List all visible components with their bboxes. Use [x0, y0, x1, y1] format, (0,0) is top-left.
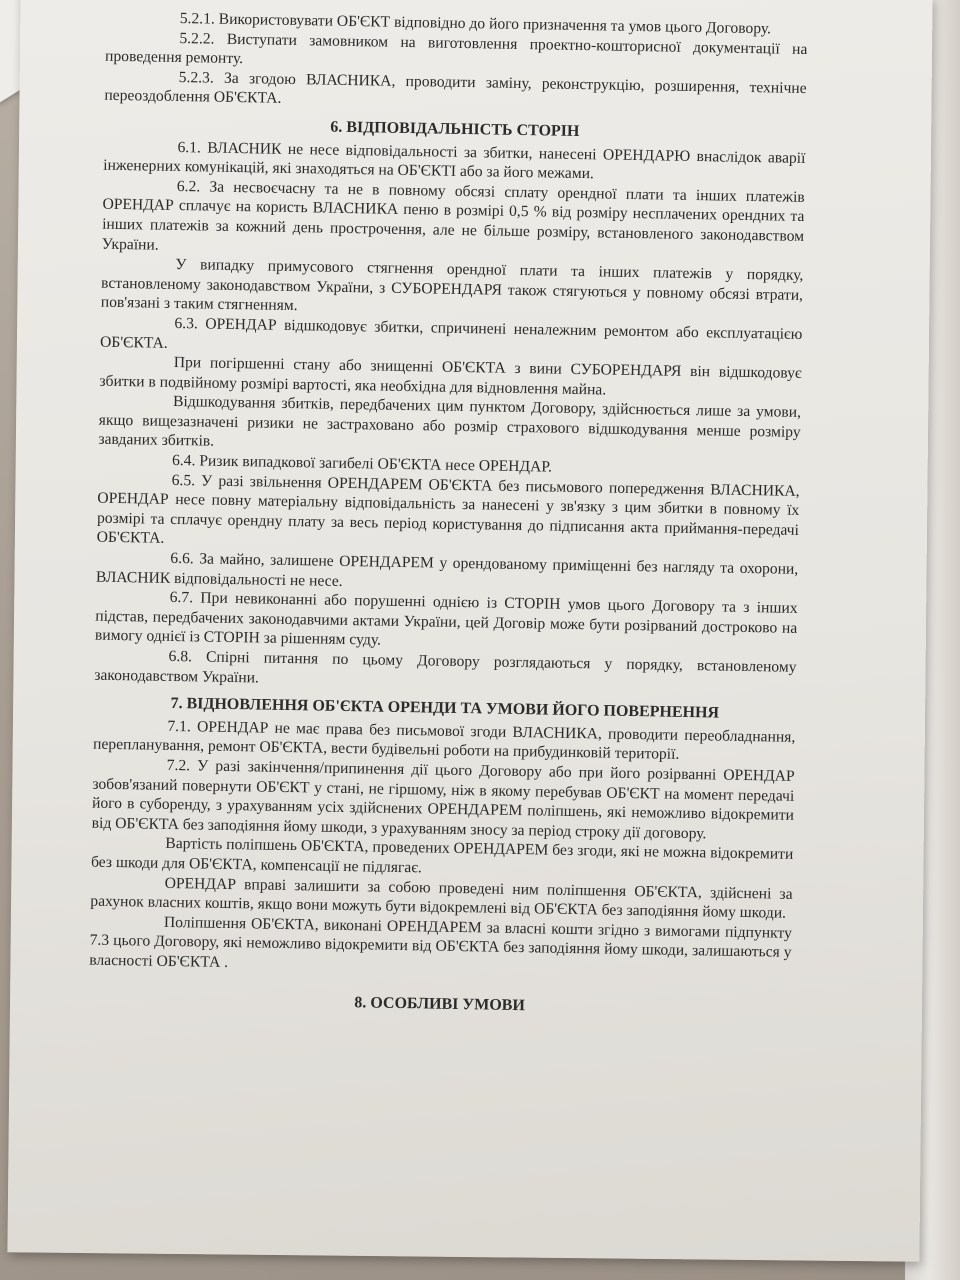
clause-7-2-paragraph-4: Поліпшення ОБ'ЄКТА, виконані ОРЕНДАРЕМ за власні кошти згідно з вимогами підпункту 7.3 цього Договору, які неможливо відокремити від ОБ'ЄКТА без заподіяння йому шкоди, залишаються у власності ОБ'ЄКТА . — [89, 913, 793, 971]
clause-6-4: 6.4. Ризик випадкової загибелі ОБ'ЄКТА несе ОРЕНДАР. — [171, 452, 553, 476]
clause-6-3-paragraph-3: Відшкодування збитків, передбачених цим пунктом Договору, здійснюється лише за умови, якщо вищезазначені ризики не застраховано або розмір страхового відшкодування менше розміру завданих збитків. — [98, 393, 802, 451]
section-6-heading: 6. ВІДПОВІДАЛЬНІСТЬ СТОРІН — [330, 118, 580, 140]
clause-6-1: 6.1. ВЛАСНИК не несе відповідальності за збитки, нанесені ОРЕНДАРЮ внаслідок аварії інженерних комунікацій, які знаходяться на ОБ'ЄКТІ або за його межами. — [103, 138, 806, 183]
clause-6-3-paragraph-2: При погіршенні стану або знищенні ОБ'ЄКТА з вини СУБОРЕНДАРЯ він відшкодовує збитки в подвійному розмірі вартості, яка необхідна для відновлення майна. — [99, 354, 802, 399]
clause-6-8: 6.8. Спірні питання по цьому Договору розглядаються у порядку, встановленому законодавством України. — [94, 647, 797, 687]
clause-7-2-paragraph-2: Вартість поліпшень ОБ'ЄКТА, проведених ОРЕНДАРЕМ без згоди, які не можна відокремити без шкоди для ОБ'ЄКТА, компенсації не підлягає. — [90, 835, 794, 877]
clause-6-2: 6.2. За несвоєчасну та не в повному обсязі сплату орендної плати та інших платежів ОРЕНДАР сплачує на користь ВЛАСНИКА пеню в розмірі 0,5 % від розміру несплачених орендних та інших платежів за кожний день прострочення, але не більше розміру, встановленого законодавством України. — [101, 177, 805, 254]
clause-7-2-paragraph-3: ОРЕНДАР вправі залишити за собою проведені ним поліпшення ОБ'ЄКТА, здійснені за рахунок власних коштів, якщо вони можуть бути відокремлені від ОБ'ЄКТА без заподіяння йому шкоди. — [90, 874, 793, 922]
clause-6-7: 6.7. При невиконанні або порушенні однією із СТОРІН умов цього Договору та з інших підстав, передбачених законодавчими актами України, цей Договір може бути розірваний достроково на вимогу однієї із СТОРІН за рішенням суду. — [94, 589, 798, 650]
clause-5-2-1: 5.2.1. Використовувати ОБ'ЄКТ відповідно до його призначення та умов цього Договору. — [179, 10, 772, 38]
clause-6-6: 6.6. За майно, залишене ОРЕНДАРЕМ у орендованому приміщенні без нагляду та охорони, ВЛАСНИК відповідальності не несе. — [95, 549, 799, 590]
section-8-heading: 8. ОСОБЛИВІ УМОВИ — [354, 993, 526, 1014]
clause-6-3: 6.3. ОРЕНДАР відшкодовує збитки, спричинені неналежним ремонтом або експлуатацією ОБ'ЄКТА. — [99, 314, 803, 352]
clause-6-2-paragraph-2: У випадку примусового стягнення орендної плати та інших платежів у порядку, встановленому законодавством України, з СУБОРЕНДАРЯ також стягуються у повному обсязі втрати, пов'язані з таким стягненням. — [100, 256, 804, 315]
clause-5-2-3: 5.2.3. За згодою ВЛАСНИКА, проводити заміну, реконструкцію, розширення, технічне переоздоблення ОБ'ЄКТА. — [104, 68, 807, 108]
document-body — [88, 8, 807, 1023]
clause-6-5: 6.5. У разі звільнення ОРЕНДАРЕМ ОБ'ЄКТА без письмового попередження ВЛАСНИКА, ОРЕНДАР несе повну матеріальну відповідальність за нанесені у зв'язку з цим збитки в повному їх розмірі та сплачує орендну плату за весь період користування до підписання акта приймання-передачі ОБ'ЄКТА. — [96, 471, 800, 548]
clause-5-2-2: 5.2.2. Виступати замовником на виготовлення проектно-кошторисної документації на проведення ремонту. — [104, 29, 808, 68]
clause-7-1: 7.1. ОРЕНДАР не має права без письмової згоди ВЛАСНИКА, проводити переобладнання, перепланування, ремонт ОБ'ЄКТА, вести будівельні роботи на прибудинковій території. — [92, 717, 796, 764]
document-page — [7, 0, 932, 1262]
section-7-heading: 7. ВІДНОВЛЕННЯ ОБ'ЄКТА ОРЕНДИ ТА УМОВИ ЙОГО ПОВЕРНЕННЯ — [170, 695, 720, 722]
clause-7-2: 7.2. У разі закінчення/припинення дії цього Договору або при його розірванні ОРЕНДАР зобов'язаний повернути ОБ'ЄКТ у стані, не гіршому, ніж в якому перебував ОБ'ЄКТ на момент передачі його в суборенду, з урахуванням усіх здійснених ОРЕНДАРЕМ поліпшень, які неможливо відокремити від ОБ'ЄКТА без заподіяння йому шкоди, з урахуванням зносу за період строку дії договору. — [91, 756, 795, 843]
